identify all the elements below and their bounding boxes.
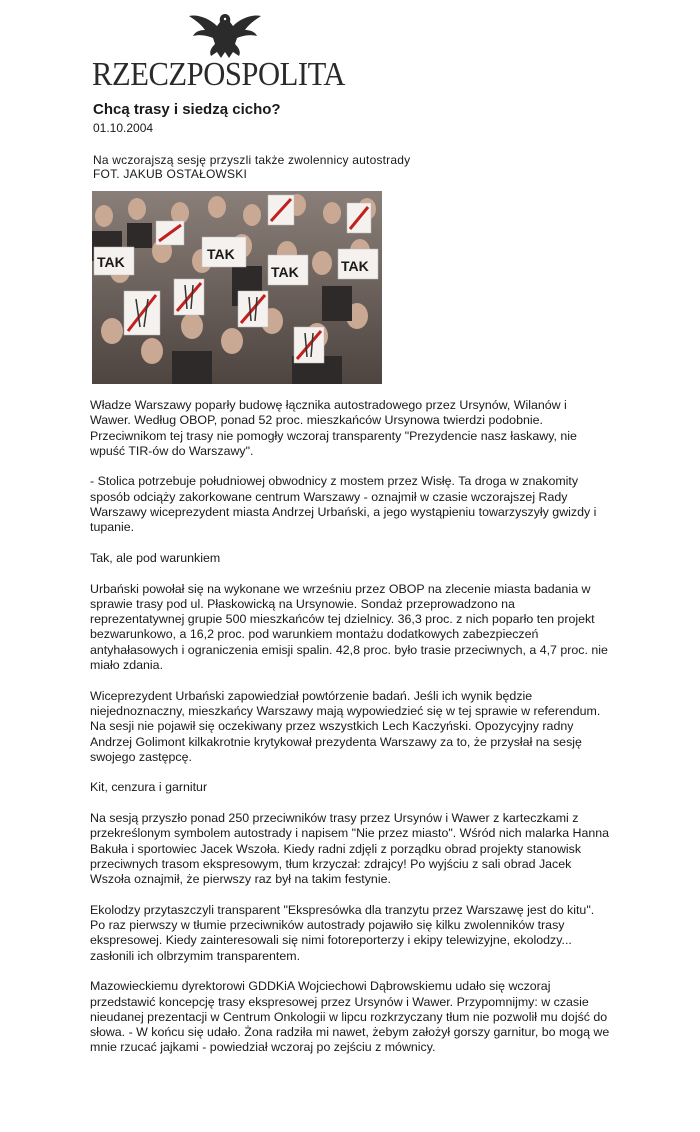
article-paragraph: - Stolica potrzebuje południowej obwodnicy z mostem przez Wisłę. Ta droga w znakomity sposób odciąży zakorkowane centrum Warszawy - oznajmił w czasie wczorajszej Rady Warszawy wiceprezydent miasta Andrzej Urbański, a jego wystąpieniu towarzyszyły gwizdy i tupanie. — [90, 474, 597, 535]
article-paragraph: Wiceprezydent Urbański zapowiedział powtórzenie badań. Jeśli ich wynik będzie niejednoznaczny, mieszkańcy Warszawy mają wypowiedzieć się w tej sprawie w referendum. Na sesji nie pojawił się oczekiwany przez wszystkich Lech Kaczyński. Opozycyjny radny Andrzej Golimont kilkakrotnie krytykował prezydenta Warszawy za to, że przysłał na sesję swojego zastępcę. — [90, 688, 601, 764]
crowd-photo — [92, 191, 382, 384]
article-title: Chcą trasy i siedzą cicho? — [93, 101, 281, 118]
masthead — [92, 10, 362, 92]
article-body — [90, 398, 610, 1071]
photo-credit: FOT. JAKUB OSTAŁOWSKI — [93, 167, 248, 181]
sign-tak: TAK — [97, 254, 125, 270]
eagle-icon — [187, 10, 263, 60]
masthead-logo: RZECZPOSPOLITA — [92, 56, 346, 93]
article-paragraph: Ekolodzy przytaszczyli transparent "Ekspresówka dla tranzytu przez Warszawę jest do kitu". Po raz pierwszy w tłumie przeciwników autostrady pojawiło się kilku zwolenników trasy ekspresowej. Kiedy zainteresowali się nimi fotoreporterzy i ekipy telewizyjne, ekolodzy... zasłonili ich olbrzymim transparentem. — [90, 902, 595, 963]
sign-tak: TAK — [341, 258, 369, 274]
article-paragraph: Urbański powołał się na wykonane we wrześniu przez OBOP na zlecenie miasta badania w sprawie trasy pod ul. Płaskowicką na Ursynowie. Sondaż przeprowadzono na reprezentatywnej grupie 500 mieszkańców tej dzielnicy. 36,3 proc. z nich poparło ten projekt bezwarunkowo, a 16,2 proc. pod warunkiem montażu dodatkowych zabezpieczeń antyhałasowych i ograniczenia emisji spalin. 42,8 proc. było trasie przeciwnych, a 4,7 proc. nie miało zdania. — [90, 581, 608, 673]
article-subheading: Tak, ale pod warunkiem — [90, 550, 221, 565]
article-subheading: Kit, cenzura i garnitur — [90, 780, 208, 795]
photo-caption-block — [93, 153, 410, 181]
article-paragraph: Mazowieckiemu dyrektorowi GDDKiA Wojciechowi Dąbrowskiemu udało się wczoraj przedstawić koncepcję trasy ekspresowej przez Ursynów i Wawer. Przypomnijmy: w czasie nieudanej prezentacji w Centrum Onkologii w lipcu rozkrzyczany tłum nie pozwolił mu dojść do słowa. - W końcu się udało. Żona radziła mi nawet, żebym założył gorszy garnitur, bo mogą we mnie rzucać jajkami - powiedział wczoraj po zejściu z mównicy. — [90, 979, 610, 1055]
photo-caption: Na wczorajszą sesję przyszli także zwolennicy autostrady — [93, 153, 411, 167]
article-paragraph: Władze Warszawy poparły budowę łącznika autostradowego przez Ursynów, Wilanów i Wawer. Według OBOP, ponad 52 proc. mieszkańców Ursynowa twierdzi podobnie. Przeciwnikom tej trasy nie pomogły wczoraj transparenty "Prezydencie nasz łaskawy, nie wpuść TIR-ów do Warszawy". — [90, 398, 577, 458]
sign-tak: TAK — [271, 264, 299, 280]
article-photo — [92, 191, 382, 384]
article-date: 01.10.2004 — [93, 121, 154, 135]
sign-tak: TAK — [207, 246, 235, 262]
article-paragraph: Na sesją przyszło ponad 250 przeciwników trasy przez Ursynów i Wawer z karteczkami z przekreślonym symbolem autostrady i napisem "Nie przez miasto". Wśród nich malarka Hanna Bakuła i sportowiec Jacek Wszoła. Kiedy radni zdjęli z porządku obrad projekty stanowisk przeciwnych trasom ekspresowym, tłum krzyczał: zdrajcy! Po wyjściu z sali obrad Jacek Wszoła oznajmił, że pierwszy raz był na takim festynie. — [90, 811, 610, 887]
